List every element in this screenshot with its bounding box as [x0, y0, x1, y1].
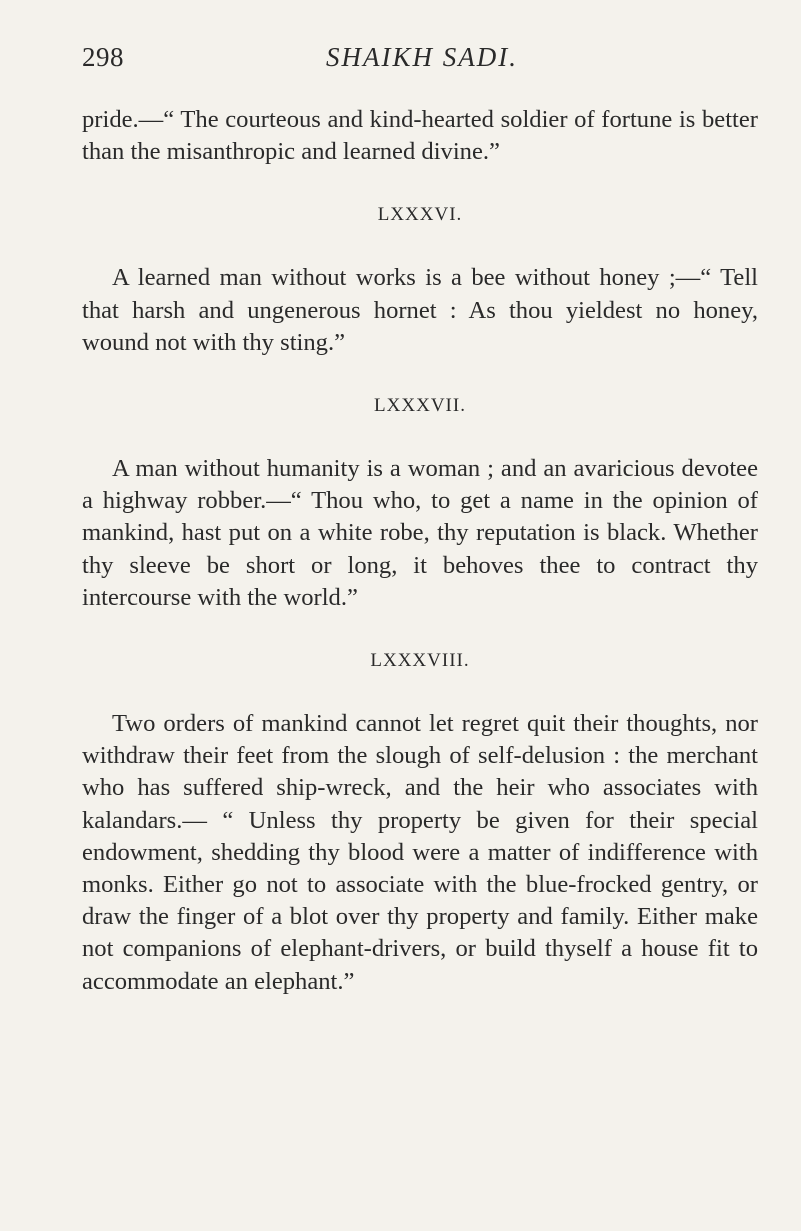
- running-title: SHAIKH SADI.: [326, 42, 518, 72]
- paragraph-lxxxvi: A learned man without works is a bee without honey ;—“ Tell that harsh and ungenerous hornet : As thou yieldest no honey, wound not with thy sting.”: [82, 264, 758, 356]
- page-header: [82, 42, 762, 82]
- paragraph-lxxxvii: A man without humanity is a woman ; and an avaricious devotee a highway robber.—“ Thou who, to get a name in the opinion of mankind, hast put on a white robe, thy reputation is black. Whether thy sleeve be short or long, it behoves thee to contract thy intercourse with the world.”: [82, 455, 758, 611]
- paragraph-lxxxviii: Two orders of mankind cannot let regret quit their thoughts, nor withdraw their feet from the slough of self-delusion : the merchant who has suffered ship-wreck, and the heir who associates with kalandars.— “ Unless thy property be given for their special endowment, shedding thy blood were a matter of indifference with monks. Either go not to associate with the blue-frocked gentry, or draw the finger of a blot over thy property and family. Either make not companions of elephant-drivers, or build thyself a house fit to accommodate an elephant.”: [82, 710, 758, 995]
- section-heading-lxxxviii: LXXXVIII.: [370, 650, 470, 672]
- paragraph-continuation: pride.—“ The courteous and kind-hearted soldier of fortune is better than the misanthropic and learned divine.”: [82, 106, 758, 166]
- section-heading-lxxxvi: LXXXVI.: [377, 204, 463, 226]
- page-body: [82, 104, 758, 998]
- page-number: 298: [82, 42, 124, 72]
- section-heading-lxxxvii: LXXXVII.: [374, 395, 466, 417]
